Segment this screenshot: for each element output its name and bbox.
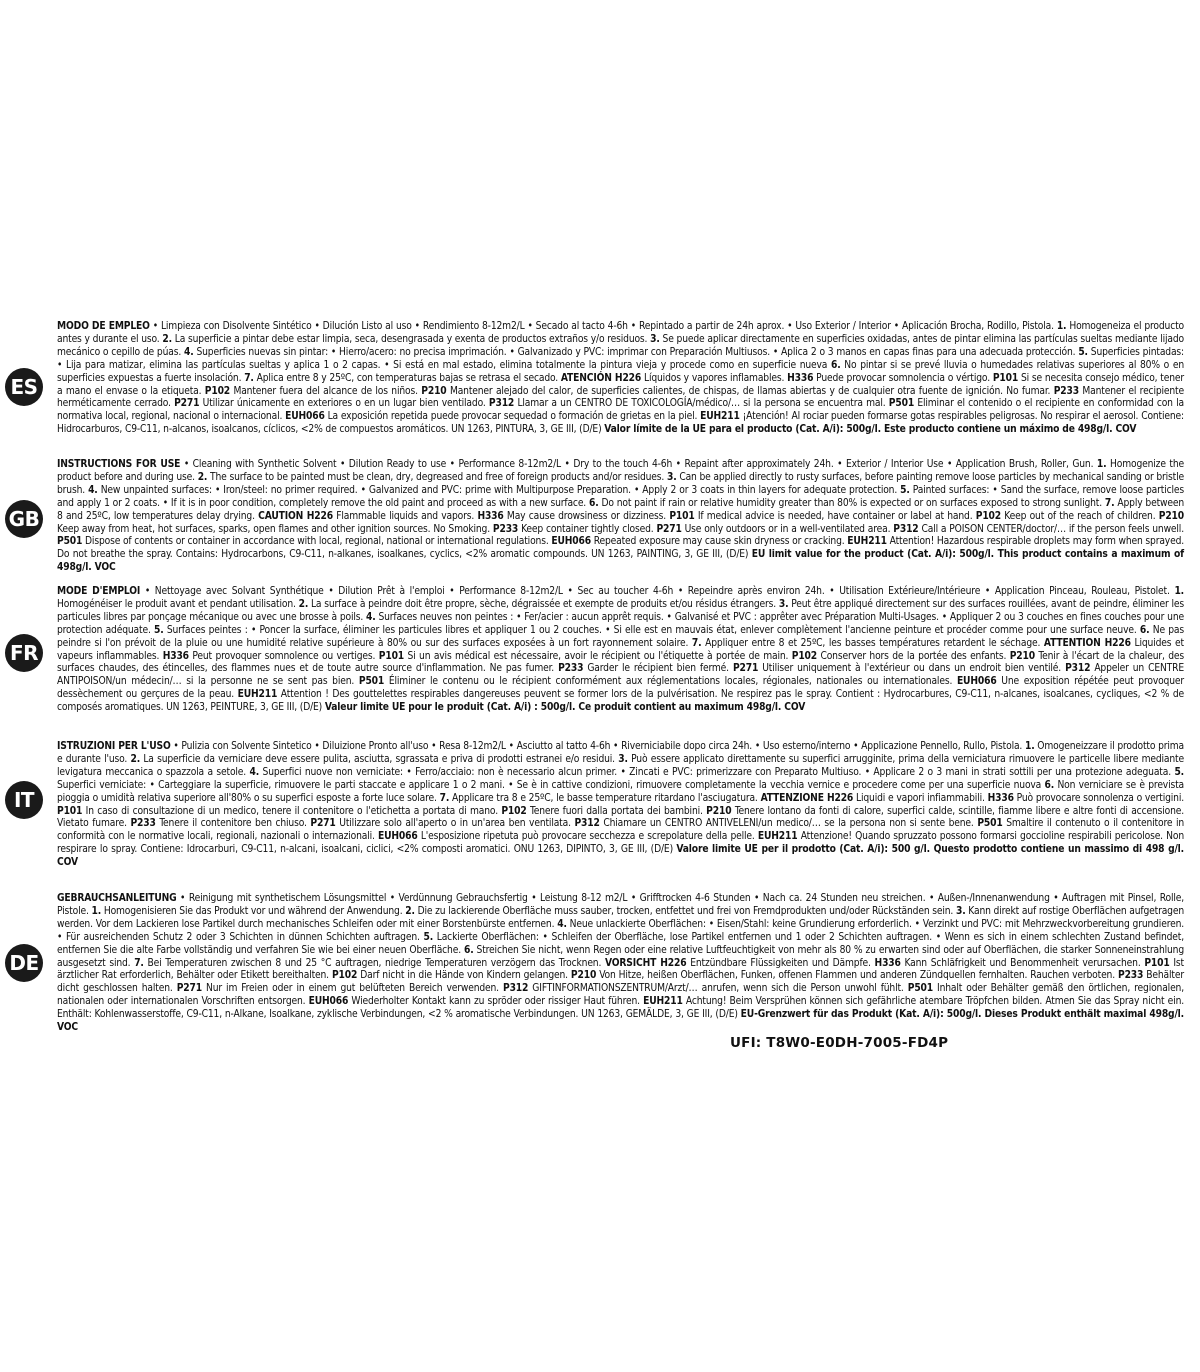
- text-segment: Chiamare un CENTRO ANTIVELENI/un medico/… se la persona non si sente bene.: [599, 818, 978, 830]
- bold-segment: P312: [488, 398, 515, 410]
- bold-segment: 7.: [1104, 497, 1115, 509]
- language-badge-de: DE: [5, 944, 43, 982]
- text-segment: Omogeneizzare il prodotto prima e durante l'uso.: [57, 741, 1185, 765]
- section-text-es: [57, 321, 1184, 437]
- bold-segment: P312: [574, 818, 600, 830]
- bold-segment: P233: [492, 523, 519, 535]
- text-segment: Superficies nuevas sin pintar: • Hierro/acero: no precisa imprimación. • Galvanizado y PVC: imprimar con Preparación Multiusos. • Aplica 2 o 3 manos en capas finas para una adecuada protección.: [193, 346, 1079, 358]
- bold-segment: 7.: [244, 372, 254, 384]
- bold-segment: 4.: [366, 611, 376, 623]
- text-segment: Eliminar el contenido o el recipiente en conformidad con la normativa local, regional, nacional o internacional.: [57, 398, 1184, 423]
- text-segment: Lackierte Oberflächen: • Schleifen der Oberfläche, lose Partikel entfernen und 1 oder 2 Schichten auftragen. • Wenn es sich in einem schlechten Zustand befindet, entfernen Sie die alte Farbe vollständig und verfahren Sie wie bei einer neuen Oberfläche.: [57, 931, 1184, 956]
- text-segment: Bei Temperaturen zwischen 8 und 25 °C auftragen, niedrige Temperaturen verzögern das Trocknen.: [143, 957, 605, 969]
- text-segment: Neue unlackierte Oberflächen: • Eisen/Stahl: keine Grundierung erforderlich. • Verzinkt und PVC: mit Mehrzweckvorbereitung grundieren. • Für ausreichenden Schutz 2 oder 3 Schichten in dünnen Schichten auftragen.: [57, 918, 1184, 943]
- bold-segment: 2.: [405, 905, 415, 917]
- text-segment: Tenere fuori dalla portata dei bambini.: [526, 805, 707, 817]
- text-segment: Éliminer le contenu ou le récipient conformément aux réglementations locales, régionales, nationales ou internationales.: [384, 676, 957, 688]
- bold-segment: CAUTION H226: [258, 510, 333, 522]
- text-segment: Tenere il contenitore ben chiuso.: [155, 818, 311, 830]
- text-segment: May cause drowsiness or dizziness.: [503, 510, 670, 522]
- bold-segment: 6.: [1044, 779, 1055, 791]
- bold-segment: Valeur limite UE pour le produit (Cat. A/i) : 500g/l. Ce produit contient au maximum 498g/l. COV: [324, 702, 806, 714]
- text-segment: Tenere lontano da fonti di calore, superfici calde, scintille, fiamme libere e altre fonti di accensione. Vietato fumare.: [57, 805, 1185, 830]
- section-text-de: [57, 893, 1184, 1035]
- text-segment: Mantener alejado del calor, de superficies calientes, de chispas, de llamas abiertas y de cualquier otra fuente de ignición. No fumar.: [446, 385, 1054, 397]
- text-segment: Tenir à l'écart de la chaleur, des surfaces chaudes, des étincelles, des flammes nues et de toute autre source d'inflammation. Ne pas fumer.: [57, 650, 1184, 675]
- text-segment: Appliquer entre 8 et 25ºC, les basses températures retardent le séchage.: [701, 637, 1044, 649]
- bold-segment: H336: [477, 510, 504, 522]
- bold-segment: 4.: [184, 346, 194, 358]
- text-segment: Utilizzare solo all'aperto o in un'area ben ventilata.: [335, 818, 575, 830]
- text-segment: Líquidos y vapores inflamables.: [641, 372, 788, 384]
- bold-segment: P312: [893, 523, 919, 535]
- bold-segment: EUH066: [551, 536, 591, 548]
- bold-segment: H336: [987, 792, 1014, 804]
- bold-segment: VORSICHT H226: [604, 957, 687, 969]
- bold-segment: 5.: [1174, 766, 1184, 778]
- bold-segment: 5.: [154, 624, 164, 636]
- bold-segment: EU limit value for the product (Cat. A/i): 500g/l. This product contains a maximum of 498g/l. VOC: [57, 549, 1184, 574]
- bold-segment: EUH211: [237, 689, 278, 701]
- bold-segment: 2.: [162, 333, 172, 345]
- text-segment: Applicare tra 8 e 25ºC, le basse temperature ritardano l'asciugatura.: [449, 792, 761, 804]
- language-badge-it: IT: [5, 781, 43, 819]
- bold-segment: H336: [787, 372, 814, 384]
- text-segment: Peut provoquer somnolence ou vertiges.: [188, 650, 379, 662]
- text-segment: New unpainted surfaces: • Iron/steel: no primer required. • Galvanized and PVC: prime with Multipurpose Preparation. • Apply 2 or 3 coats in thin layers for adequate protection.: [97, 484, 901, 496]
- text-segment: Painted surfaces: • Sand the surface, remove loose particles and apply 1 or 2 coats. • If it is in poor condition, completely remove the old paint and proceed as with a new surface.: [57, 484, 1185, 509]
- text-segment: Dispose of contents or container in accordance with local, regional, national or international regulations.: [82, 536, 552, 548]
- text-segment: Ne pas peindre si l'on prévoit de la pluie ou une humidité relative supérieure à 80% ou sur des surfaces exposées à un fort rayonnement solaire.: [57, 624, 1184, 649]
- text-segment: Garder le récipient bien fermé.: [583, 663, 733, 675]
- text-segment: Attention ! Des gouttelettes respirables dangereuses peuvent se former lors de la pulvérisation. Ne respirez pas le spray. Contient : Hydrocarbures, C9-C11, n-alcanes, isoalcanes, cycliques, <2 % de composés aromatiques. UN 1263, PEINTURE, 3, GE III, (D/E): [57, 689, 1185, 714]
- bold-segment: 1.: [91, 905, 102, 917]
- bold-segment: 7.: [691, 637, 702, 649]
- text-segment: Kann Schläfrigkeit und Benommenheit verursachen.: [900, 957, 1145, 969]
- bold-segment: 1.: [1056, 321, 1067, 332]
- bold-segment: EUH211: [757, 831, 798, 843]
- bold-segment: EU-Grenzwert für das Produkt (Kat. A/i): 500g/l. Dieses Produkt enthält maximal 498g/l. VOC: [57, 1009, 1184, 1034]
- section-text-it: [57, 741, 1184, 870]
- text-segment: Mantener el recipiente herméticamente cerrado.: [57, 385, 1184, 410]
- ufi-code: UFI: T8W0-E0DH-7005-FD4P: [730, 1035, 949, 1051]
- bold-segment: P233: [130, 818, 156, 830]
- text-segment: Appeler un CENTRE ANTIPOISON/un médecin/… si la personne ne se sent pas bien.: [57, 663, 1184, 688]
- text-segment: Flammable liquids and vapors.: [332, 510, 478, 522]
- bold-segment: P101: [378, 650, 405, 662]
- bold-segment: 6.: [1139, 624, 1150, 636]
- bold-segment: P271: [656, 523, 682, 535]
- bold-segment: EUH211: [643, 996, 683, 1008]
- text-segment: • Pulizia con Solvente Sintetico • Diluizione Pronto all'uso • Resa 8-12m2/L • Asciutto al tatto 4-6h • Riverniciabile dopo circa 24h. • Uso esterno/interno • Applicazione Pennello, Rullo, Pistola.: [170, 741, 1025, 752]
- bold-segment: 6.: [463, 944, 474, 956]
- bold-segment: P101: [669, 510, 695, 522]
- bold-segment: P210: [706, 805, 732, 817]
- bold-segment: P102: [791, 650, 817, 662]
- text-segment: Si un avis médical est nécessaire, avoir le récipient ou l'étiquette à portée de main.: [404, 650, 792, 662]
- bold-segment: 7.: [134, 957, 144, 969]
- bold-segment: P501: [57, 536, 83, 548]
- bold-segment: P271: [176, 983, 202, 995]
- bold-segment: P102: [975, 510, 1002, 522]
- text-segment: No pintar si se prevé lluvia o humedades relativas superiores al 80% o en superficies expuestas a fuerte insolación.: [57, 359, 1184, 384]
- section-text-fr: [57, 586, 1184, 715]
- bold-segment: P233: [558, 663, 584, 675]
- text-segment: Keep container tightly closed.: [518, 523, 657, 535]
- text-segment: La superficie a pintar debe estar limpia, seca, desengrasada y exenta de productos extraños y/o residuos.: [171, 333, 651, 345]
- text-segment: Keep away from heat, hot surfaces, sparks, open flames and other ignition sources. No Smoking.: [57, 523, 493, 535]
- bold-segment: H336: [162, 650, 189, 662]
- bold-segment: P210: [570, 970, 597, 982]
- text-segment: Aplica entre 8 y 25ºC, con temperaturas bajas se retrasa el secado.: [253, 372, 561, 384]
- text-segment: Superfici nuove non verniciate: • Ferro/acciaio: non è necessario alcun primer. • Zincati e PVC: primerizzare con Preparato Multiuso. • Applicare 2 o 3 mani in strati sottili per una protezione adeguata.: [259, 766, 1175, 778]
- bold-segment: P501: [358, 676, 385, 688]
- text-segment: Une exposition répétée peut provoquer dessèchement ou gerçures de la peau.: [57, 676, 1184, 701]
- text-segment: Achtung! Beim Versprühen können sich gefährliche atembare Tröpfchen bilden. Atmen Sie das Spray nicht ein. Enthält: Kohlenwasserstoffe, C9-C11, n-Alkane, Isoalkane, zyklische Verbindungen, <2 % aromatische Verbindungen. UN 1263, GEMÄLDE, 3, GE III, (D/E): [57, 996, 1184, 1021]
- text-segment: Do not paint if rain or relative humidity greater than 80% is expected or on surfaces exposed to strong sunlight.: [598, 497, 1105, 509]
- text-segment: Llamar a un CENTRO DE TOXICOLOGÍA/médico/… si la persona se encuentra mal.: [514, 398, 889, 410]
- text-segment: Peut être appliqué directement sur des surfaces rouillées, avant de peindre, éliminer les particules libres par ponçage mécanique ou avec une brosse à poils.: [57, 598, 1184, 623]
- text-segment: L'esposizione ripetuta può provocare secchezza e screpolature della pelle.: [417, 831, 758, 843]
- bold-segment: Valore limite UE per il prodotto (Cat. A/i): 500 g/l. Questo prodotto contiene un massimo di 498 g/l. COV: [57, 844, 1184, 869]
- bold-segment: P312: [503, 983, 529, 995]
- text-segment: Conserver hors de la portée des enfants.: [817, 650, 1010, 662]
- bold-segment: ATENCIÓN H226: [560, 372, 642, 384]
- bold-segment: 3.: [650, 333, 660, 345]
- text-segment: Streichen Sie nicht, wenn Regen oder eine relative Luftfeuchtigkeit von mehr als 80 % zu erwarten sind oder auf Oberflächen, die starker Sonneneinstrahlung ausgesetzt sind.: [57, 944, 1184, 969]
- text-segment: Può provocare sonnolenza o vertigini.: [1013, 792, 1184, 804]
- text-segment: Smaltire il contenuto o il contenitore in conformità con le normative locali, regionali, nazionali o internazionali.: [57, 818, 1185, 843]
- text-segment: Homogenisieren Sie das Produkt vor und während der Anwendung.: [101, 905, 406, 917]
- text-segment: • Reinigung mit synthetischem Lösungsmittel • Verdünnung Gebrauchsfertig • Leistung 8-12 m2/L • Grifftrocken 4-6 Stunden • Nach ca. 24 Stunden neu streichen. • Außen-/Innenanwendung • Auftragen mit Pinsel, Rolle, Pistole.: [57, 893, 1184, 917]
- bold-segment: ATTENTION H226: [1043, 637, 1131, 649]
- text-segment: Can be applied directly to rusty surfaces, before painting remove loose particles by mechanical sanding or bristle brush.: [57, 471, 1185, 496]
- text-segment: Die zu lackierende Oberfläche muss sauber, trocken, entfettet und frei von Fremdprodukten und/oder Rückständen sein.: [414, 905, 956, 917]
- text-segment: In caso di consultazione di un medico, tenere il contenitore o l'etichetta a portata di mano.: [82, 805, 502, 817]
- bold-segment: 2.: [197, 471, 208, 483]
- bold-segment: 2.: [298, 598, 309, 610]
- bold-segment: P271: [174, 398, 200, 410]
- bold-segment: 5.: [423, 931, 434, 943]
- bold-segment: 6.: [588, 497, 599, 509]
- bold-segment: P102: [331, 970, 358, 982]
- bold-segment: EUH066: [285, 411, 325, 423]
- bold-segment: EUH066: [956, 676, 997, 688]
- text-segment: Ist ärztlicher Rat erforderlich, Behälter oder Etikett bereithalten.: [57, 957, 1184, 982]
- bold-segment: P233: [1118, 970, 1144, 982]
- text-segment: ¡Atención! Al rociar pueden formarse gotas respirables peligrosas. No respirar el aerosol. Contiene: Hidrocarburos, C9-C11, n-alcanos, isoalcanos, cíclicos, <2% de compuestos aromáticos. UN 1263, PINTURA, 3, GE III, (D/E): [57, 411, 1184, 436]
- bold-segment: P210: [421, 385, 447, 397]
- text-segment: Attention! Hazardous respirable droplets may form when sprayed. Do not breathe the spray. Contains: Hydrocarbons, C9-C11, n-alkanes, isoalkanes, cyclics, <2% aromatic compounds. UN 1263, PAINTING, 3, GE III, (D/E): [57, 536, 1184, 561]
- bold-segment: 1.: [1174, 586, 1185, 597]
- text-segment: Si se necesita consejo médico, tener a mano el envase o la etiqueta.: [57, 372, 1185, 397]
- language-badge-fr: FR: [5, 634, 43, 672]
- text-segment: Inhalt oder Behälter gemäß den örtlichen, regionalen, nationalen oder internationalen Vorschriften entsorgen.: [57, 983, 1184, 1008]
- text-segment: Use only outdoors or in a well-ventilated area.: [681, 523, 894, 535]
- bold-segment: EUH066: [308, 996, 349, 1008]
- bold-segment: P501: [888, 398, 915, 410]
- text-segment: Utilizar únicamente en exteriores o en un lugar bien ventilado.: [199, 398, 489, 410]
- text-segment: • Limpieza con Disolvente Sintético • Dilución Listo al uso • Rendimiento 8-12m2/L • Secado al tacto 4-6h • Repintado a partir de 24h aprox. • Uso Exterior / Interior • Aplicación Brocha, Rodillo, Pistola.: [149, 321, 1057, 332]
- bold-segment: EUH211: [700, 411, 740, 423]
- text-segment: Superficies pintadas: • Lija para matizar, elimina las partículas sueltas y aplica 1 o 2 capas. • Si está en mal estado, elimina totalmente la pintura vieja y procede como en superficie nueva: [57, 346, 1184, 371]
- bold-segment: EUH211: [847, 536, 887, 548]
- bold-segment: 4.: [557, 918, 567, 930]
- text-segment: Superfici verniciate: • Carteggiare la superficie, rimuovere le parti staccate e applicare 1 o 2 mani. • Se è in cattive condizioni, rimuovere completamente la vecchia vernice e procedere come per una superficie nuova: [57, 779, 1045, 791]
- text-segment: Puede provocar somnolencia o vértigo.: [813, 372, 993, 384]
- text-segment: La superficie da verniciare deve essere pulita, asciutta, sgrassata e priva di prodotti estranei e/o residui.: [140, 753, 619, 765]
- text-segment: Apply between 8 and 25ºC, low temperatures delay drying.: [57, 497, 1184, 522]
- bold-segment: GEBRAUCHSANLEITUNG: [57, 893, 177, 904]
- bold-segment: EUH066: [377, 831, 418, 843]
- bold-segment: ISTRUZIONI PER L'USO: [57, 741, 171, 752]
- text-segment: Surfaces neuves non peintes : • Fer/acier : aucun apprêt requis. • Galvanisé et PVC : apprêter avec Préparation Multi-Usages. • Appliquer 2 ou 3 couches en fines couches pour une protection adéquate.: [57, 611, 1184, 636]
- text-segment: Homogénéiser le produit avant et pendant utilisation.: [57, 598, 299, 610]
- bold-segment: P312: [1065, 663, 1091, 675]
- bold-segment: P271: [732, 663, 759, 675]
- text-segment: Non verniciare se è prevista pioggia o umidità relativa superiore all'80% o su superfici esposte a forte luce solare.: [57, 779, 1185, 804]
- bold-segment: P101: [57, 805, 83, 817]
- text-segment: GIFTINFORMATIONSZENTRUM/Arzt/… anrufen, wenn sich die Person unwohl fühlt.: [528, 983, 908, 995]
- text-segment: Nur im Freien oder in einem gut belüfteten Bereich verwenden.: [201, 983, 503, 995]
- bold-segment: P233: [1053, 385, 1079, 397]
- text-segment: Utiliser uniquement à l'extérieur ou dans un endroit bien ventilé.: [758, 663, 1066, 675]
- text-segment: Wiederholter Kontakt kann zu spröder oder rissiger Haut führen.: [348, 996, 644, 1008]
- text-segment: Può essere applicato direttamente su superfici arrugginite, prima della verniciatura rimuovere le particelle libere mediante levigatura meccanica o spazzola a setole.: [57, 753, 1184, 778]
- bold-segment: 5.: [900, 484, 910, 496]
- bold-segment: P102: [501, 805, 527, 817]
- bold-segment: 1.: [1096, 459, 1107, 470]
- language-badge-gb: GB: [5, 500, 43, 538]
- text-segment: Keep out of the reach of children.: [1001, 510, 1159, 522]
- bold-segment: 3.: [618, 753, 628, 765]
- bold-segment: P101: [1144, 957, 1170, 969]
- language-badge-es: ES: [5, 368, 43, 406]
- bold-segment: 2.: [130, 753, 141, 765]
- section-text-gb: [57, 459, 1184, 575]
- bold-segment: H336: [874, 957, 901, 969]
- text-segment: La exposición repetida puede provocar sequedad o formación de grietas en la piel.: [324, 411, 701, 423]
- text-segment: Behälter dicht geschlossen halten.: [57, 970, 1184, 995]
- text-segment: Mantener fuera del alcance de los niños.: [230, 385, 422, 397]
- bold-segment: P102: [204, 385, 231, 397]
- text-segment: Se puede aplicar directamente en superficies oxidadas, antes de pintar elimina las partículas sueltas mediante lijado mecánico o cepillo de púas.: [57, 333, 1184, 358]
- text-segment: • Cleaning with Synthetic Solvent • Dilution Ready to use • Performance 8-12m2/L • Dry to the touch 4-6h • Repaint after approximately 24h. • Exterior / Interior Use • Application Brush, Roller, Gun.: [180, 459, 1097, 470]
- bold-segment: Valor límite de la UE para el producto (Cat. A/i): 500g/l. Este producto contiene un máximo de 498g/l. COV: [604, 424, 1137, 436]
- text-segment: Liquides et vapeurs inflammables.: [57, 637, 1184, 662]
- bold-segment: 3.: [666, 471, 677, 483]
- bold-segment: 4.: [249, 766, 260, 778]
- bold-segment: P101: [992, 372, 1019, 384]
- text-segment: If medical advice is needed, have container or label at hand.: [694, 510, 976, 522]
- text-segment: Call a POISON CENTER/doctor/… if the person feels unwell.: [918, 523, 1184, 535]
- bold-segment: 1.: [1024, 741, 1035, 752]
- bold-segment: 6.: [831, 359, 841, 371]
- bold-segment: P271: [310, 818, 336, 830]
- text-segment: Kann direkt auf rostige Oberflächen aufgetragen werden. Vor dem Lackieren lose Partikel durch mechanisches Schleifen oder mit einer Borstenbürste entfernen.: [57, 905, 1185, 930]
- bold-segment: 5.: [1078, 346, 1088, 358]
- bold-segment: INSTRUCTIONS FOR USE: [57, 459, 181, 470]
- text-segment: Homogeneiza el producto antes y durante el uso.: [57, 321, 1184, 345]
- text-segment: Repeated exposure may cause skin dryness or cracking.: [590, 536, 848, 548]
- bold-segment: MODO DE EMPLEO: [57, 321, 150, 332]
- bold-segment: P501: [977, 818, 1003, 830]
- bold-segment: ATTENZIONE H226: [760, 792, 854, 804]
- text-segment: Attenzione! Quando spruzzato possono formarsi goccioline respirabili pericolose. Non respirare lo spray. Contiene: Idrocarburi, C9-C11, n-alcani, isoalcani, ciclici, <2% composti aromatici. ONU 1263, DIPINTO, 3, GE III, (D/E): [57, 831, 1184, 856]
- bold-segment: 3.: [955, 905, 966, 917]
- bold-segment: P501: [907, 983, 933, 995]
- text-segment: • Nettoyage avec Solvant Synthétique • Dilution Prêt à l'emploi • Performance 8-12m2/L • Sec au toucher 4-6h • Repeindre après environ 24h. • Utilisation Extérieure/Intérieure • Application Pinceau, Rouleau, Pistolet.: [140, 586, 1175, 597]
- text-segment: La surface à peindre doit être propre, sèche, dégraissée et exempte de produits et/ou résidus étrangers.: [308, 598, 779, 610]
- text-segment: Entzündbare Flüssigkeiten und Dämpfe.: [686, 957, 875, 969]
- bold-segment: 4.: [88, 484, 98, 496]
- text-segment: Darf nicht in die Hände von Kindern gelangen.: [357, 970, 571, 982]
- bold-segment: MODE D'EMPLOI: [57, 586, 141, 597]
- text-segment: Surfaces peintes : • Poncer la surface, éliminer les particules libres et appliquer 1 ou 2 couches. • Si elle est en mauvais état, enlever complètement l'ancienne peinture et procéder comme pour une surface neuve.: [163, 624, 1140, 636]
- text-segment: Von Hitze, heißen Oberflächen, Funken, offenen Flammen und anderen Zündquellen fernhalten. Rauchen verboten.: [596, 970, 1118, 982]
- bold-segment: 3.: [778, 598, 789, 610]
- text-segment: Liquidi e vapori infiammabili.: [853, 792, 988, 804]
- text-segment: Homogenize the product before and during use.: [57, 459, 1184, 483]
- text-segment: The surface to be painted must be clean, dry, degreased and free of foreign products and/or residues.: [207, 471, 667, 483]
- bold-segment: P210: [1158, 510, 1184, 522]
- bold-segment: 7.: [439, 792, 450, 804]
- bold-segment: P210: [1009, 650, 1035, 662]
